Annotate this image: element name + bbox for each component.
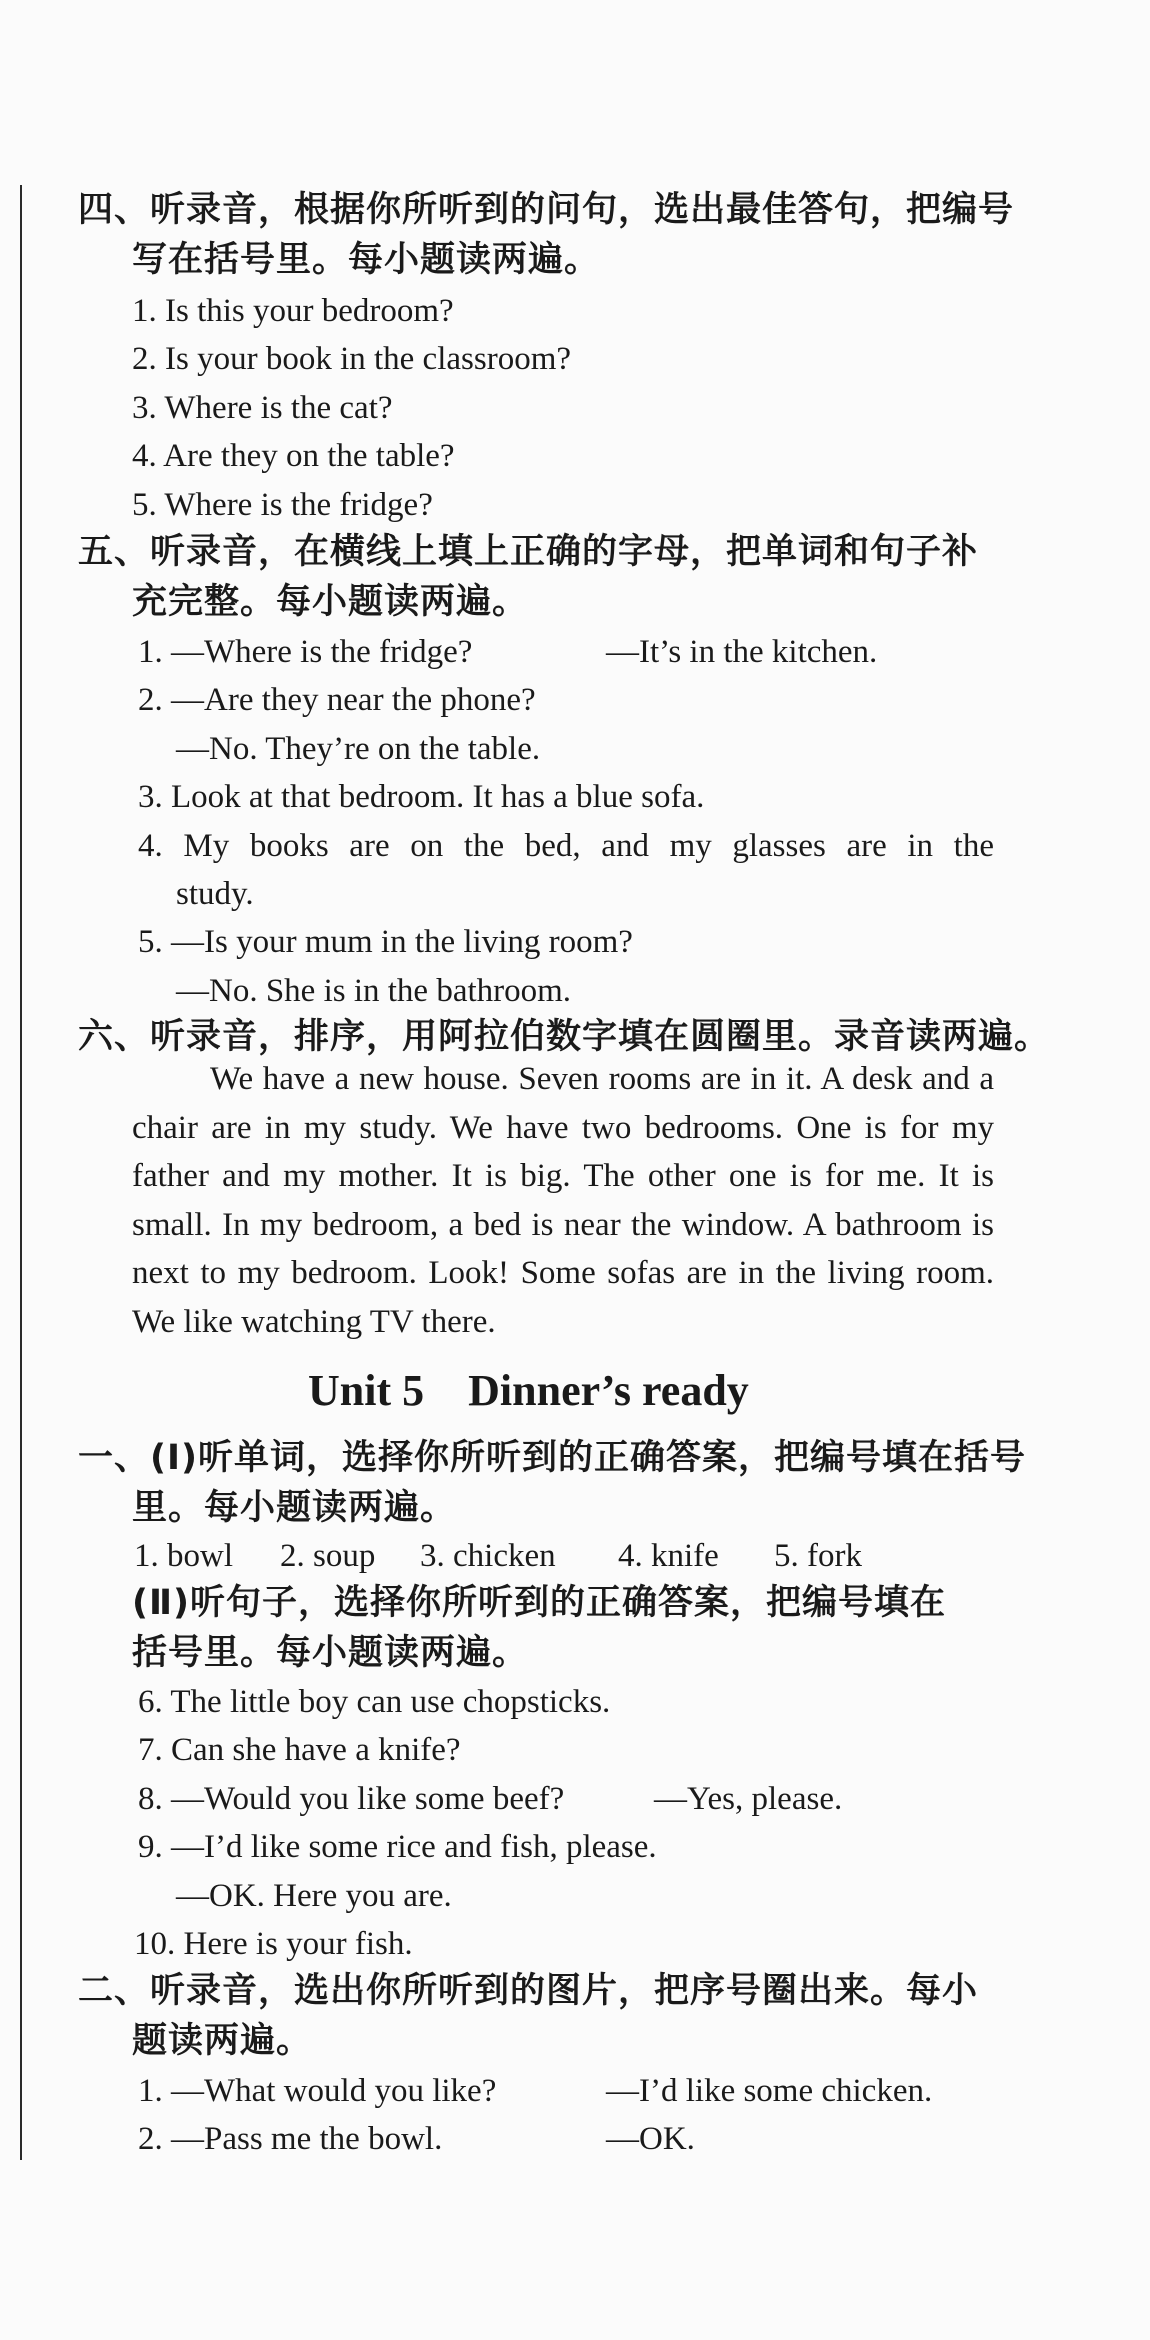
section5-item1-question: 1. —Where is the fridge? <box>138 634 473 670</box>
sectionA-heading-line1: 一、(Ⅰ)听单词，选择你所听到的正确答案，把编号填在括号 <box>78 1438 1027 1478</box>
sectionA-item9-answer: —OK. Here you are. <box>176 1878 452 1914</box>
sectionA-word: 1. bowl <box>134 1538 233 1574</box>
section4-item: 2. Is your book in the classroom? <box>132 341 572 377</box>
section6-passage <box>132 1055 994 1346</box>
margin-rule <box>20 185 22 2160</box>
section4-item: 3. Where is the cat? <box>132 390 393 426</box>
section5-item5-question: 5. —Is your mum in the living room? <box>138 924 633 960</box>
sectionA-heading-line2: 里。每小题读两遍。 <box>132 1488 457 1528</box>
sectionA-word: 2. soup <box>280 1538 376 1574</box>
unit5-title: Unit 5 Dinner’s ready <box>308 1366 749 1415</box>
section5-heading-line1: 五、听录音，在横线上填上正确的字母，把单词和句子补 <box>78 532 979 572</box>
sectionB-item1-question: 1. —What would you like? <box>138 2073 497 2109</box>
sectionA-item7: 7. Can she have a knife? <box>138 1732 461 1768</box>
section5-item3: 3. Look at that bedroom. It has a blue sofa. <box>138 779 705 815</box>
sectionA-word: 3. chicken <box>420 1538 556 1574</box>
sectionA-item6: 6. The little boy can use chopsticks. <box>138 1684 611 1720</box>
sectionA-part2-heading-line2: 括号里。每小题读两遍。 <box>132 1633 529 1673</box>
sectionB-item2-question: 2. —Pass me the bowl. <box>138 2121 443 2157</box>
sectionA-part2-heading-line1: (Ⅱ)听句子，选择你所听到的正确答案，把编号填在 <box>132 1583 947 1623</box>
sectionA-item8-question: 8. —Would you like some beef? <box>138 1781 565 1817</box>
section4-item: 1. Is this your bedroom? <box>132 293 454 329</box>
section4-heading-line1: 四、听录音，根据你所听到的问句，选出最佳答句，把编号 <box>78 190 1015 230</box>
section4-item: 5. Where is the fridge? <box>132 487 433 523</box>
section5-item2-question: 2. —Are they near the phone? <box>138 682 536 718</box>
section6-heading: 六、听录音，排序，用阿拉伯数字填在圆圈里。录音读两遍。 <box>78 1017 1051 1057</box>
sectionB-heading-line1: 二、听录音，选出你所听到的图片，把序号圈出来。每小 <box>78 1971 979 2011</box>
sectionB-item2-answer: —OK. <box>606 2121 695 2157</box>
section5-item2-answer: —No. They’re on the table. <box>176 731 541 767</box>
sectionA-item9-question: 9. —I’d like some rice and fish, please. <box>138 1829 657 1865</box>
section5-item4-line2: study. <box>176 876 254 912</box>
sectionB-item1-answer: —I’d like some chicken. <box>606 2073 933 2109</box>
sectionA-item8-answer: —Yes, please. <box>654 1781 843 1817</box>
section5-item4-line1: 4. My books are on the bed, and my glasses are in the <box>138 828 994 864</box>
section4-item: 4. Are they on the table? <box>132 438 455 474</box>
section6-passage-text: We have a new house. Seven rooms are in it. A desk and a chair are in my study. We have two bedrooms. One is for my father and my mother. It is big. The other one is for me. It is small. In my bedroom, a bed is near the window. A bathroom is next to my bedroom. Look! Some sofas are in the living room. We like watching TV there. <box>132 1061 994 1340</box>
section5-item5-answer: —No. She is in the bathroom. <box>176 973 572 1009</box>
section4-heading-line2: 写在括号里。每小题读两遍。 <box>132 240 601 280</box>
sectionA-item10: 10. Here is your fish. <box>134 1926 413 1962</box>
sectionB-heading-line2: 题读两遍。 <box>132 2021 313 2061</box>
sectionA-word: 5. fork <box>774 1538 862 1574</box>
section5-heading-line2: 充完整。每小题读两遍。 <box>132 582 529 622</box>
section5-item1-answer: —It’s in the kitchen. <box>606 634 878 670</box>
sectionA-word: 4. knife <box>618 1538 719 1574</box>
